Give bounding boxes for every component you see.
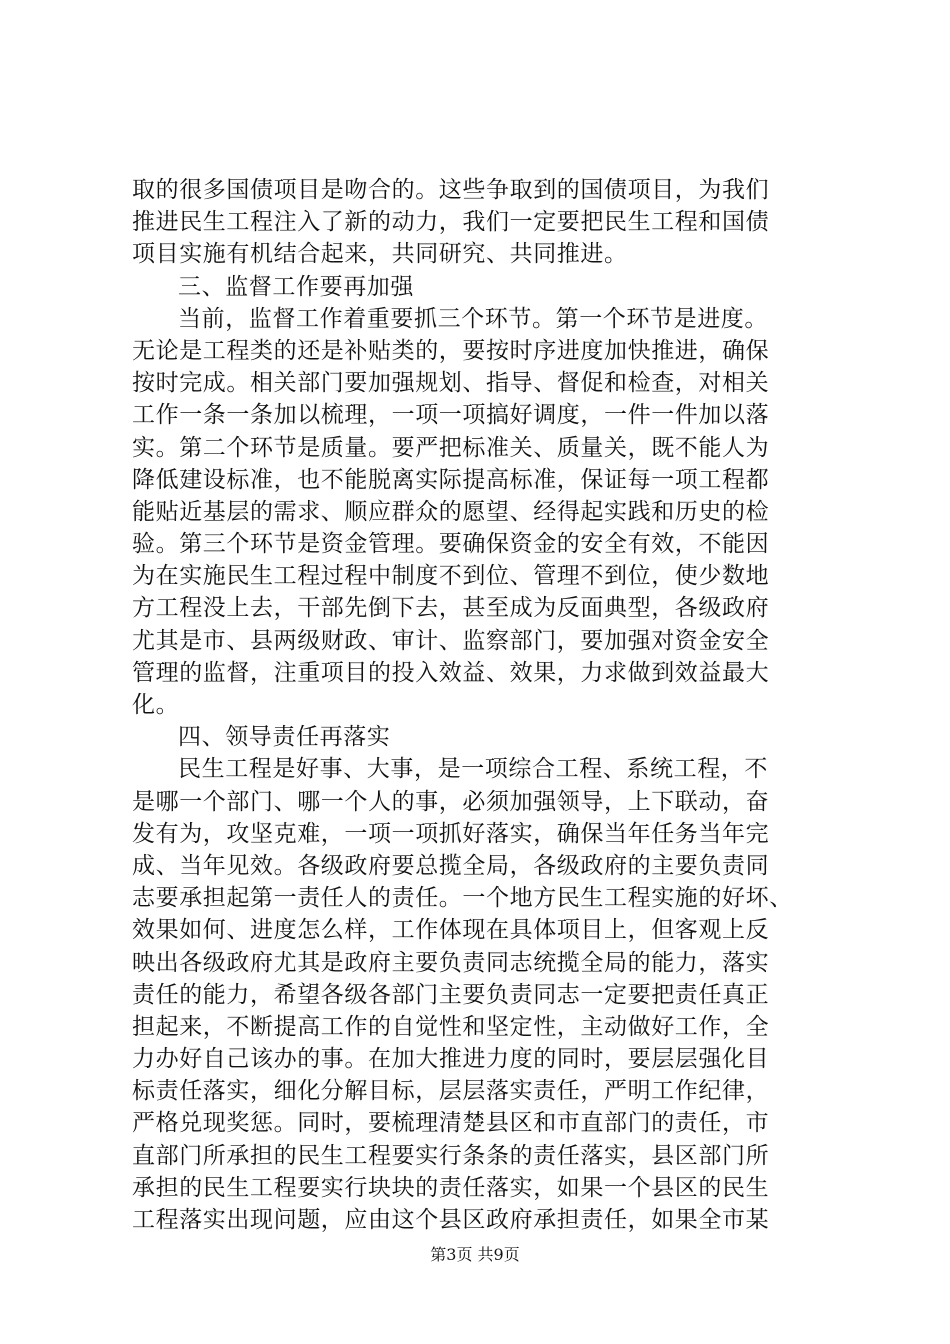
text-line: 映出各级政府尤其是政府主要负责同志统揽全局的能力，落实 [132,949,770,976]
text-line: 工程落实出现问题，应由这个县区政府承担责任，如果全市某 [132,1207,770,1233]
text-line: 按时完成。相关部门要加强规划、指导、督促和检查，对相关 [132,370,770,397]
text-line: 当前，监督工作着重要抓三个环节。第一个环节是进度。 [178,305,768,332]
text-line: 志要承担起第一责任人的责任。一个地方民生工程实施的好坏、 [132,885,793,912]
text-line: 直部门所承担的民生工程要实行条条的责任落实，县区部门所 [132,1142,770,1169]
text-line: 尤其是市、县两级财政、审计、监察部门，要加强对资金安全 [132,627,770,654]
page-footer: 第3页 共9页 [430,1245,520,1264]
section-heading: 三、监督工作要再加强 [178,273,414,300]
text-line: 化。 [132,692,180,718]
text-line: 降低建设标准，也不能脱离实际提高标准，保证每一项工程都 [132,466,770,493]
document-body [132,174,832,1236]
text-line: 承担的民生工程要实行块块的责任落实，如果一个县区的民生 [132,1174,770,1201]
section-heading: 四、领导责任再落实 [178,724,391,751]
text-line: 严格兑现奖惩。同时，要梳理清楚县区和市直部门的责任，市 [132,1110,770,1137]
text-line: 担起来，不断提高工作的自觉性和坚定性，主动做好工作，全 [132,1013,770,1040]
text-line: 推进民生工程注入了新的动力，我们一定要把民生工程和国债 [132,209,770,236]
text-line: 标责任落实，细化分解目标，层层落实责任，严明工作纪律， [132,1078,770,1105]
text-line: 项目实施有机结合起来，共同研究、共同推进。 [132,241,628,268]
text-line: 责任的能力，希望各级各部门主要负责同志一定要把责任真正 [132,981,770,1008]
text-line: 为在实施民生工程过程中制度不到位、管理不到位，使少数地 [132,563,770,590]
text-line: 效果如何、进度怎么样，工作体现在具体项目上，但客观上反 [132,917,770,944]
text-line: 无论是工程类的还是补贴类的，要按时序进度加快推进，确保 [132,337,770,364]
text-line: 成、当年见效。各级政府要总揽全局，各级政府的主要负责同 [132,852,770,879]
text-line: 验。第三个环节是资金管理。要确保资金的安全有效，不能因 [132,531,770,558]
text-line: 取的很多国债项目是吻合的。这些争取到的国债项目，为我们 [132,177,770,203]
text-line: 力办好自己该办的事。在加大推进力度的同时，要层层强化目 [132,1046,770,1073]
text-line: 实。第二个环节是质量。要严把标准关、质量关，既不能人为 [132,434,770,461]
text-line: 工作一条一条加以梳理，一项一项搞好调度，一件一件加以落 [132,402,770,429]
text-line: 是哪一个部门、哪一个人的事，必须加强领导，上下联动，奋 [132,788,770,815]
text-line: 发有为，攻坚克难，一项一项抓好落实，确保当年任务当年完 [132,820,770,847]
text-line: 能贴近基层的需求、顺应群众的愿望、经得起实践和历史的检 [132,498,770,525]
text-line: 民生工程是好事、大事，是一项综合工程、系统工程，不 [178,756,768,783]
text-line: 管理的监督，注重项目的投入效益、效果，力求做到效益最大 [132,659,770,686]
text-line: 方工程没上去，干部先倒下去，甚至成为反面典型，各级政府 [132,595,770,622]
